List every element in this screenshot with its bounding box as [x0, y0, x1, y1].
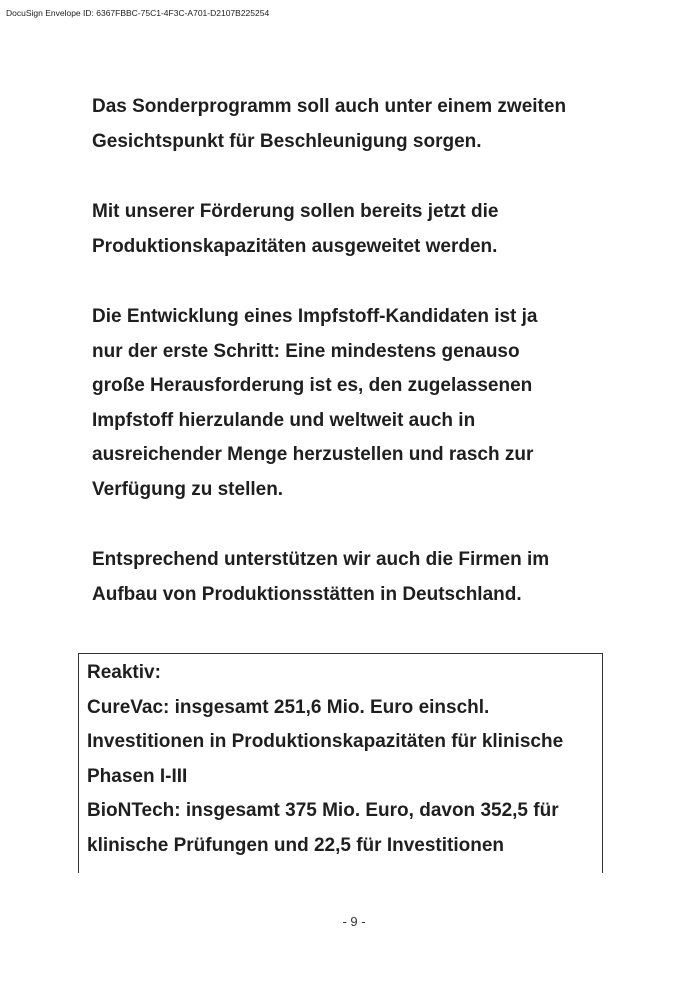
text-line: Entsprechend unterstützen wir auch die Firmen im — [92, 549, 550, 570]
paragraph-produktionsstaetten — [92, 543, 632, 612]
box-line: Phasen I-III — [87, 765, 188, 787]
text-line: Das Sonderprogramm soll auch unter einem zweiten — [92, 96, 567, 117]
paragraph-entwicklung — [92, 300, 632, 507]
text-line: Gesichtspunkt für Beschleunigung sorgen. — [92, 130, 482, 152]
text-line: Verfügung zu stellen. — [92, 478, 284, 500]
page-number: - 9 - — [342, 914, 366, 929]
text-line: Die Entwicklung eines Impfstoff-Kandidaten ist ja — [92, 306, 538, 327]
box-line: Investitionen in Produktionskapazitäten für klinische — [87, 731, 564, 752]
docusign-envelope-id: DocuSign Envelope ID: 6367FBBC-75C1-4F3C-A701-D2107B225254 — [6, 8, 270, 18]
paragraph-foerderung — [92, 195, 632, 264]
box-line: CureVac: insgesamt 251,6 Mio. Euro einschl. — [87, 696, 490, 718]
box-line: BioNTech: insgesamt 375 Mio. Euro, davon 352,5 für — [87, 800, 559, 821]
text-line: Mit unserer Förderung sollen bereits jetzt die — [92, 201, 499, 222]
text-line: Produktionskapazitäten ausgeweitet werden. — [92, 235, 498, 257]
paragraph-sonderprogramm — [92, 90, 632, 159]
text-line: nur der erste Schritt: Eine mindestens genauso — [92, 340, 520, 362]
document-body — [92, 90, 632, 648]
box-line: klinische Prüfungen und 22,5 für Investitionen — [87, 834, 505, 856]
reaktiv-box — [78, 653, 603, 873]
text-line: ausreichender Menge herzustellen und rasch zur — [92, 444, 534, 465]
text-line: Aufbau von Produktionsstätten in Deutschland. — [92, 583, 522, 605]
box-heading: Reaktiv: — [87, 662, 161, 683]
text-line: Impfstoff hierzulande und weltweit auch in — [92, 409, 476, 431]
text-line: große Herausforderung ist es, den zugelassenen — [92, 375, 533, 396]
